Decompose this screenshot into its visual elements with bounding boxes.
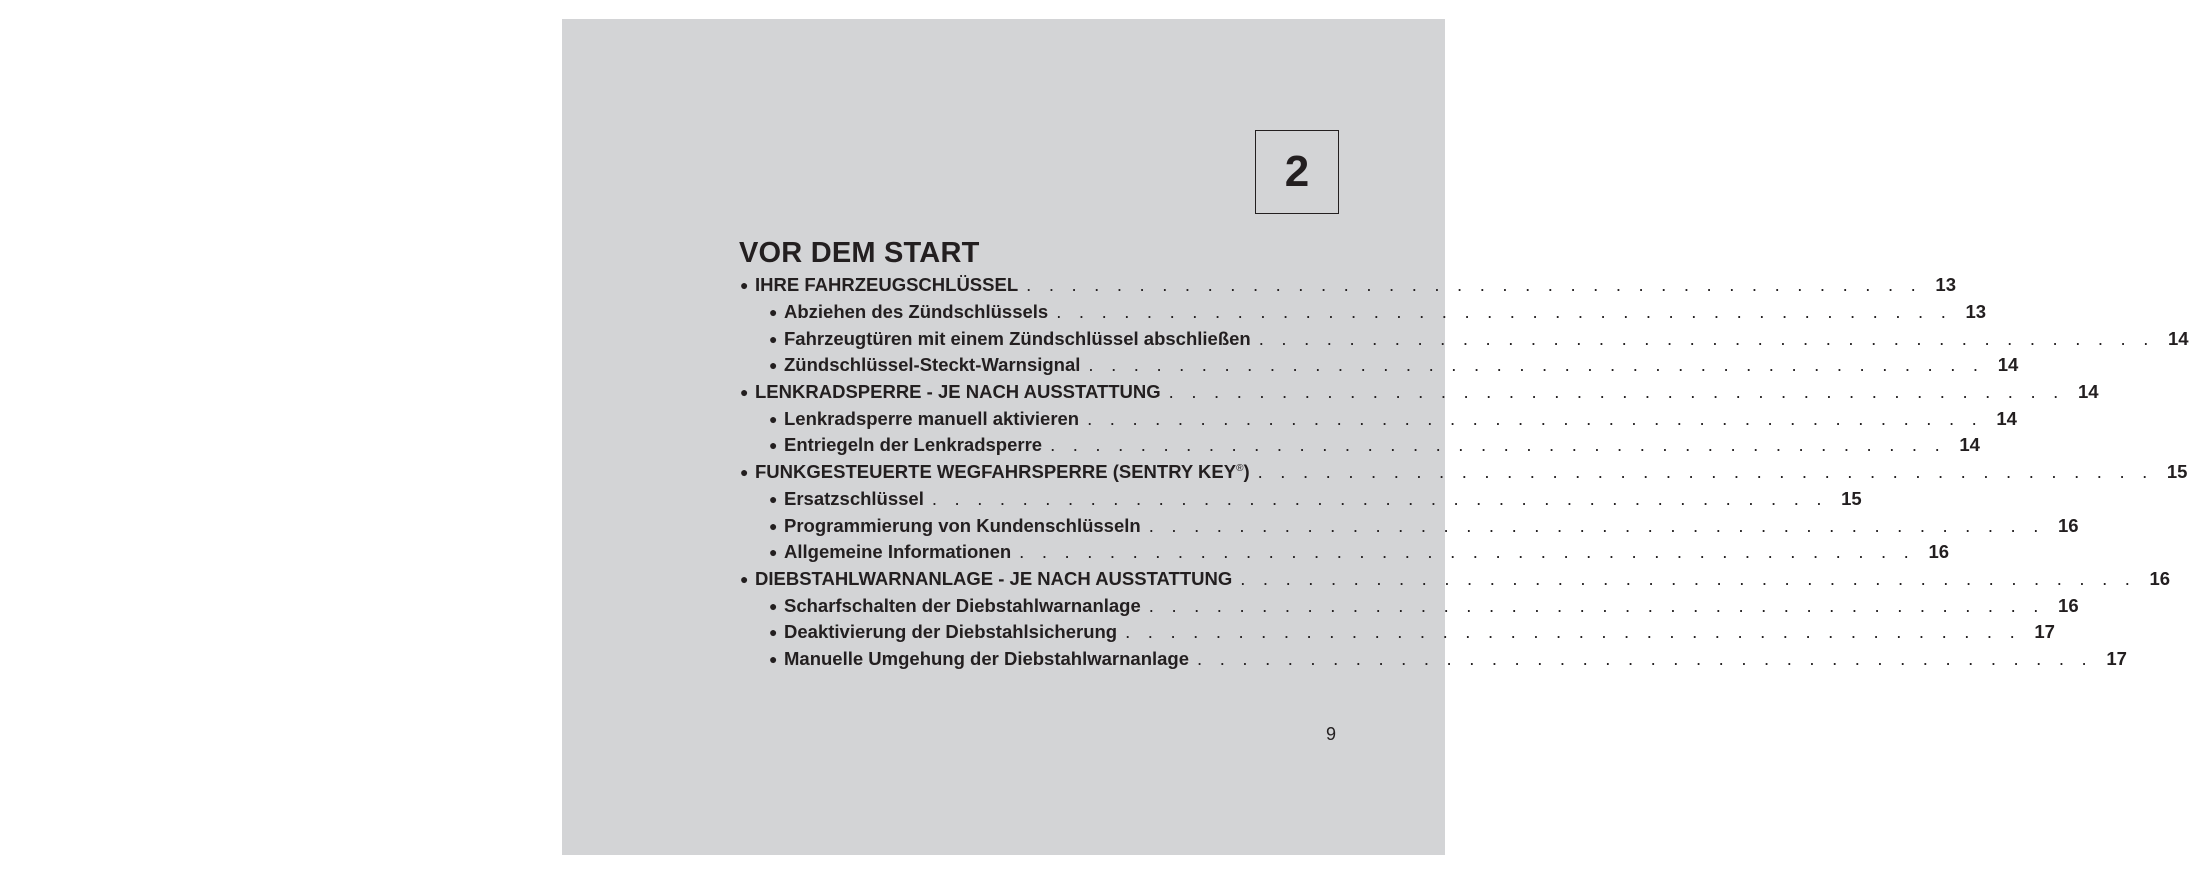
toc-entry-label: Abziehen des Zündschlüssels — [784, 301, 1049, 323]
bullet-icon: ● — [740, 464, 749, 481]
bullet-icon: ● — [769, 624, 778, 641]
chapter-number-box — [1255, 130, 1339, 214]
toc-page-number: 15 — [1841, 487, 1862, 509]
toc-subsection-entry[interactable] — [740, 299, 1987, 326]
toc-page-number: 14 — [1959, 434, 1980, 456]
toc-page-number: 17 — [2106, 647, 2127, 669]
toc-entry-label: Entriegeln der Lenkradsperre — [784, 434, 1043, 456]
dot-leader: . . . . . . . . . . . . . . . . . . . . . . . . . . . . . . . . . . . . . . . . — [1019, 541, 1916, 563]
toc-entry-label: Programmierung von Kundenschlüsseln — [784, 514, 1141, 536]
toc-page-number: 14 — [2168, 327, 2189, 349]
toc-page-number: 17 — [2034, 621, 2055, 643]
toc-page-number: 14 — [1996, 407, 2017, 429]
toc-page-number: 13 — [1965, 301, 1987, 323]
bullet-icon: ● — [769, 517, 778, 534]
toc-entry-label: Lenkradsperre manuell aktivieren — [784, 407, 1080, 429]
toc-entry-label: Manuelle Umgehung der Diebstahlwarnanlage — [784, 647, 1190, 669]
toc-subsection-entry[interactable] — [740, 352, 2019, 379]
toc-subsection-entry[interactable] — [740, 646, 2127, 673]
page-panel — [562, 19, 2189, 855]
toc-subsection-entry[interactable] — [740, 592, 2079, 619]
toc-entry-label: Deaktivierung der Diebstahlsicherung — [784, 621, 1118, 643]
bullet-icon: ● — [769, 410, 778, 427]
dot-leader: . . . . . . . . . . . . . . . . . . . . . . . . . . . . . . . . . . . . . . . . — [1197, 647, 2093, 669]
dot-leader: . . . . . . . . . . . . . . . . . . . . . . . . . . . . . . . . . . . . . . . . — [1168, 381, 2065, 403]
toc-entry-label: Ersatzschlüssel — [784, 487, 924, 509]
bullet-icon: ● — [769, 597, 778, 614]
toc-subsection-entry[interactable] — [740, 405, 2017, 432]
dot-leader: . . . . . . . . . . . . . . . . . . . . . . . . . . . . . . . . . . . . . . . . — [931, 487, 1828, 509]
toc-subsection-entry[interactable] — [740, 619, 2055, 646]
dot-leader: . . . . . . . . . . . . . . . . . . . . . . . . . . . . . . . . . . . . . . . . — [1125, 621, 2021, 643]
toc-page-number: 16 — [2149, 567, 2171, 589]
bullet-icon: ● — [769, 437, 778, 454]
page-number: 9 — [1326, 724, 1337, 744]
bullet-icon: ● — [769, 544, 778, 561]
dot-leader: . . . . . . . . . . . . . . . . . . . . . . . . . . . . . . . . . . . . . . . . — [1258, 327, 2155, 349]
toc-subsection-entry[interactable] — [740, 486, 1862, 513]
dot-leader: . . . . . . . . . . . . . . . . . . . . . . . . . . . . . . . . . . . . . . . . — [1050, 434, 1946, 456]
toc-page-number: 15 — [2166, 461, 2188, 483]
toc-entry-label: Zündschlüssel-Steckt-Warnsignal — [784, 354, 1081, 376]
toc-entry-label: IHRE FAHRZEUGSCHLÜSSEL — [755, 274, 1019, 296]
dot-leader: . . . . . . . . . . . . . . . . . . . . . . . . . . . . . . . . . . . . . . . . — [1088, 354, 1985, 376]
toc-page-number: 16 — [2057, 514, 2079, 536]
dot-leader: . . . . . . . . . . . . . . . . . . . . . . . . . . . . . . . . . . . . . . . . — [1056, 301, 1953, 323]
dot-leader: . . . . . . . . . . . . . . . . . . . . . . . . . . . . . . . . . . . . . . . . — [1087, 407, 1983, 429]
dot-leader: . . . . . . . . . . . . . . . . . . . . . . . . . . . . . . . . . . . . . . . . — [1148, 594, 2045, 616]
bullet-icon: ● — [769, 330, 778, 347]
registered-mark: ® — [1236, 463, 1244, 475]
toc-page-number: 16 — [2058, 594, 2079, 616]
toc-section-entry[interactable] — [740, 379, 2099, 406]
toc-entry-label: Fahrzeugtüren mit einem Zündschlüssel abschließen — [784, 327, 1251, 349]
dot-leader: . . . . . . . . . . . . . . . . . . . . . . . . . . . . . . . . . . . . . . . . — [1257, 461, 2154, 483]
toc-section-entry[interactable] — [740, 272, 1956, 299]
toc-page-number: 16 — [1928, 541, 1950, 563]
toc-page-number: 13 — [1935, 274, 1956, 296]
toc-entry-label: LENKRADSPERRE - JE NACH AUSSTATTUNG — [755, 381, 1161, 403]
dot-leader: . . . . . . . . . . . . . . . . . . . . . . . . . . . . . . . . . . . . . . . . — [1148, 514, 2045, 536]
toc-subsection-entry[interactable] — [740, 325, 2189, 352]
bullet-icon: ● — [769, 357, 778, 374]
bullet-icon: ● — [769, 490, 778, 507]
bullet-icon: ● — [740, 570, 749, 587]
toc-subsection-entry[interactable] — [740, 539, 1950, 566]
toc-entry-label: Allgemeine Informationen — [784, 541, 1012, 563]
toc-section-entry[interactable] — [740, 566, 2171, 593]
dot-leader: . . . . . . . . . . . . . . . . . . . . . . . . . . . . . . . . . . . . . . . . — [1026, 274, 1922, 296]
toc-entry-label: FUNKGESTEUERTE WEGFAHRSPERRE (SENTRY KEY®) — [755, 461, 1250, 483]
bullet-icon: ● — [769, 650, 778, 667]
table-of-contents — [740, 272, 2189, 672]
chapter-number: 2 — [1284, 147, 1310, 196]
toc-subsection-entry[interactable] — [740, 512, 2079, 539]
toc-page-number: 14 — [1997, 354, 2019, 376]
chapter-title: VOR DEM START — [739, 237, 980, 269]
toc-subsection-entry[interactable] — [740, 432, 1980, 459]
toc-section-entry[interactable] — [740, 459, 2188, 486]
toc-page-number: 14 — [2077, 381, 2099, 403]
bullet-icon: ● — [740, 277, 749, 294]
bullet-icon: ● — [769, 304, 778, 321]
bullet-icon: ● — [740, 384, 749, 401]
toc-entry-label: DIEBSTAHLWARNANLAGE - JE NACH AUSSTATTUNG — [755, 567, 1233, 589]
toc-entry-label: Scharfschalten der Diebstahlwarnanlage — [784, 594, 1141, 616]
dot-leader: . . . . . . . . . . . . . . . . . . . . . . . . . . . . . . . . . . . . . . . . — [1240, 567, 2137, 589]
